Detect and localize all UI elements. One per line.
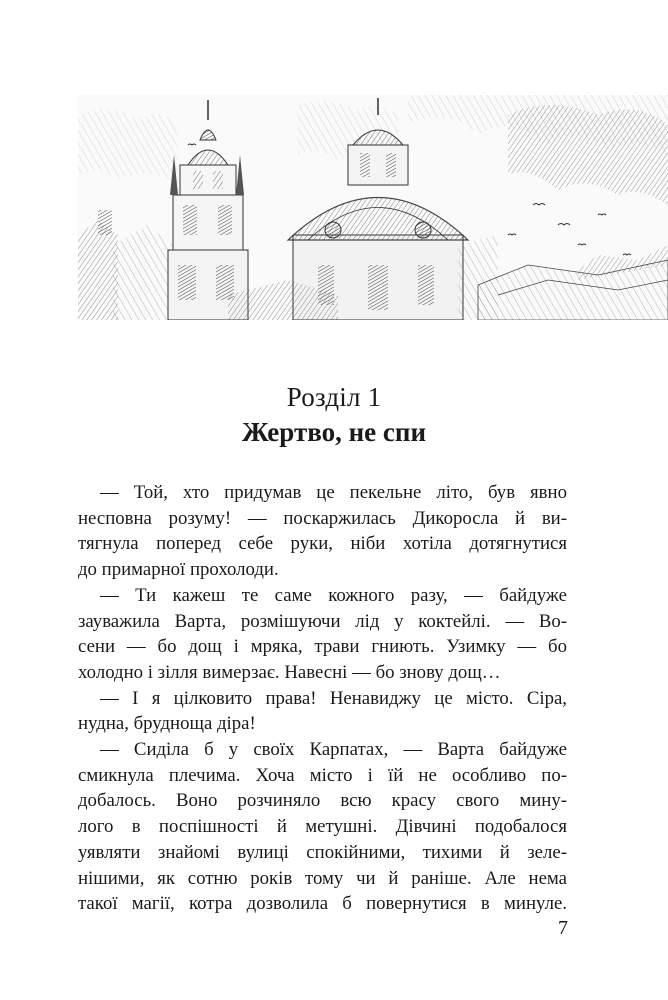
text-line: такої магії, котра дозволила б повернутися в минуле. (78, 893, 567, 915)
chapter-body-text (78, 480, 567, 917)
text-line: нудна, брудноща діра! (78, 713, 256, 735)
chapter-title: Жертво, не спи (241, 417, 427, 447)
chapter-number: Розділ 1 (286, 382, 382, 412)
cityscape-sketch-icon (78, 95, 668, 320)
text-line: — І я цілковито права! Ненавиджу це місто. Сіра, (100, 687, 567, 709)
text-line: добалось. Воно розчиняло всю красу свого мину- (78, 790, 567, 812)
text-line: лого в поспішності й метушні. Дівчині подобалося (78, 816, 567, 838)
text-line: — Сиділа б у своїх Карпатах, — Варта байдуже (100, 739, 567, 761)
text-line: нішими, як сотню років тому чи й раніше. Але нема (78, 867, 567, 889)
text-line: холодно і зілля вимерзає. Навесні — бо знову дощ… (78, 661, 501, 683)
page-number: 7 (558, 917, 568, 939)
text-line: — Ти кажеш те саме кожного разу, — байдуже (100, 584, 567, 606)
text-line: тягнула поперед себе руки, ніби хотіла дотягнутися (78, 533, 567, 555)
text-line: до примарної прохолоди. (78, 559, 279, 581)
chapter-header-illustration (78, 95, 668, 320)
text-line: несповна розуму! — поскаржилась Дикоросла й ви- (78, 507, 567, 529)
text-line: смикнула плечима. Хоча місто і їй не особливо по- (78, 764, 567, 786)
text-line: уявляти знайомі вулиці спокійними, тихими й зеле- (78, 841, 567, 863)
text-line: сени — бо дощ і мряка, трави гниють. Узимку — бо (78, 636, 567, 658)
text-line: — Той, хто придумав це пекельне літо, був явно (100, 482, 567, 503)
text-line: зауважила Варта, розмішуючи лід у коктейлі. — Во- (78, 610, 567, 632)
